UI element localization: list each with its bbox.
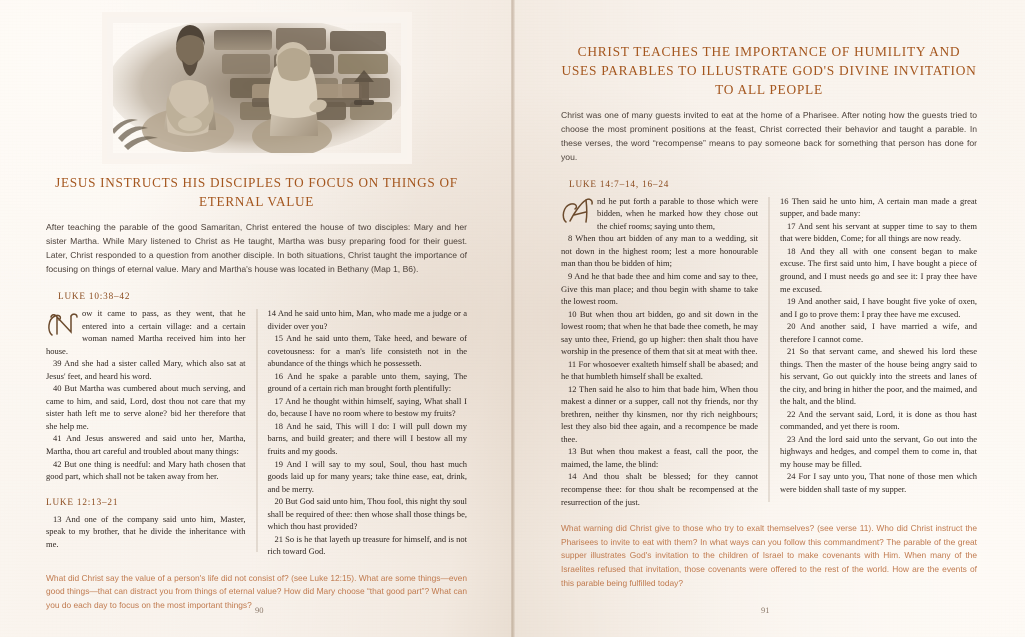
verse-text: 22 And the servant said, Lord, it is done as thou hast commanded, and yet there is room. — [780, 408, 977, 432]
drop-cap-a-icon — [561, 196, 595, 227]
verse-text: nd he put forth a parable to those which were bidden, when he marked how they chose out the chief rooms; saying unto them, — [597, 195, 758, 231]
verse-text: 12 Then said he also to him that bade him, When thou makest a dinner or a supper, call not thy friends, nor thy brethren, neither thy kinsmen, nor thy rich neighbours; lest they also bid thee again, and a recompence be made thee. — [561, 383, 758, 444]
verse-text: 11 For whosoever exalteth himself shall be abased; and he that humbleth himself shall be exalted. — [561, 358, 758, 382]
verse-text: 19 And I will say to my soul, Soul, thou hast much goods laid up for many years; take thine ease, eat, drink, and be merry. — [267, 458, 467, 494]
verse-text: ow it came to pass, as they went, that he entered into a certain village: and a certain woman named Martha received him into her house. — [46, 308, 246, 356]
page-number: 91 — [761, 605, 770, 615]
verse-text: 24 For I say unto you, That none of those men which were bidden shall taste of my supper. — [780, 471, 977, 494]
verse-text: 21 So that servant came, and shewed his lord these things. Then the master of the house being angry said to his servant, Go out quickly into the streets and lanes of the city, and bring in hither the poor, and the maimed, and the halt, and the blind. — [780, 346, 977, 407]
scripture-reference-1: LUKE 10:38–42 — [58, 291, 131, 302]
column-right — [268, 307, 468, 558]
verse-text: 14 And thou shalt be blessed; for they cannot recompense thee: for thou shalt be recompensed at the resurrection of the just. — [561, 471, 758, 507]
verse-text: 14 And he said unto him, Man, who made me a judge or a divider over you? — [267, 308, 467, 331]
verse-text: 18 And they all with one consent began to make excuse. The first said unto him, I have bought a piece of ground, and I must needs go and see it: I pray thee have me excused. — [780, 245, 977, 294]
verse-text: 20 But God said unto him, Thou fool, this night thy soul shall be required of thee: then whose shall those things be, which thou hast provided? — [267, 496, 467, 532]
page-title: CHRIST TEACHES THE IMPORTANCE OF HUMILITY AND USES PARABLES TO ILLUSTRATE GOD'S DIVINE INVITATION TO ALL PEOPLE — [561, 44, 977, 98]
column-left — [561, 195, 758, 508]
scripture-columns — [46, 307, 467, 558]
verse-text: 13 But when thou makest a feast, call the poor, the maimed, the lame, the blind: — [561, 446, 758, 469]
page-number: 90 — [255, 605, 264, 615]
page-title: JESUS INSTRUCTS HIS DISCIPLES TO FOCUS ON THINGS OF ETERNAL VALUE — [55, 175, 458, 209]
drop-cap-n-icon — [46, 308, 80, 339]
verse-text: 23 And the lord said unto the servant, Go out into the highways and hedges, and compel them to come in, that my house may be filled. — [780, 433, 977, 469]
dropcap-paragraph — [561, 195, 758, 233]
verse-text: 42 But one thing is needful: and Mary hath chosen that good part, which shall not be taken away from her. — [46, 458, 246, 482]
verse-text: 10 But when thou art bidden, go and sit down in the lowest room; that when he that bade thee cometh, he may say unto thee, Friend, go up higher: then shalt thou have worship in the presence of them that sit at meat with thee. — [561, 308, 758, 357]
verse-text: 9 And he that bade thee and him come and say to thee, Give this man place; and thou begin with shame to take the lowest room. — [561, 270, 758, 307]
verse-text: 17 And he thought within himself, saying, What shall I do, because I have no room where to bestow my fruits? — [267, 395, 467, 419]
verse-text: 17 And sent his servant at supper time to say to them that were bidden, Come; for all things are now ready. — [780, 220, 977, 244]
verse-text: 39 And she had a sister called Mary, which also sat at Jesus' feet, and heard his word. — [46, 358, 246, 381]
verse-text: 13 And one of the company said unto him, Master, speak to my brother, that he divide the inheritance with me. — [46, 513, 246, 549]
column-left — [46, 307, 246, 558]
verse-text: 19 And another said, I have bought five yoke of oxen, and I go to prove them: I pray thee have me excused. — [780, 296, 977, 319]
scripture-reference-1: LUKE 14:7–14, 16–24 — [569, 178, 670, 189]
reflection-question-block: What did Christ say the value of a person's life did not consist of? (see Luke 12:15). What are some things—even good things—that can distract you from things of eternal value? How did Mary choose “that good part”? What can you do each day to focus on the most important things? — [46, 572, 467, 610]
verse-text: 18 And he said, This will I do: I will pull down my barns, and build greater; and there will I bestow all my fruits and my goods. — [267, 420, 467, 456]
scripture-reference-2: LUKE 12:13–21 — [46, 496, 119, 507]
dropcap-paragraph — [46, 307, 246, 357]
verse-text: 8 When thou art bidden of any man to a wedding, sit not down in the highest room; lest a more honourable man than thou be bidden of him; — [561, 233, 758, 269]
reflection-question-block: What warning did Christ give to those who try to exalt themselves? (see verse 11). Who did Christ instruct the Pharisees to invite to eat with them? In what ways can you follow this commandment? The parable of the great supper illustrates God's invitation to the children of Israel to make covenants with Him. When many of the Israelites refused that invitation, those covenants were offered to the rest of the world. How are the events of this parable being fulfilled today? — [561, 523, 977, 588]
verse-text: 20 And another said, I have married a wife, and therefore I cannot come. — [780, 321, 977, 344]
intro-paragraph: After teaching the parable of the good Samaritan, Christ entered the house of two disciples: Mary and her sister Martha. While Mary listened to Christ as He taught, Martha was busy preparing food for their guest. Later, Christ responded to a question from another disciple. In both situations, Christ taught the importance of focusing on things of eternal value. Mary and Martha's house was located in Bethany (Map 1, B6). — [46, 222, 467, 275]
verse-text: 15 And he said unto them, Take heed, and beware of covetousness: for a man's life consisteth not in the abundance of the things which he possesseth. — [267, 333, 467, 369]
verse-text: 16 And he spake a parable unto them, saying, The ground of a certain rich man brought forth plentifully: — [267, 370, 467, 394]
jesus-seated-teaching-mary-illustration — [102, 12, 412, 164]
intro-paragraph: Christ was one of many guests invited to eat at the home of a Pharisee. After noting how the guests tried to choose the most prominent positions at the feast, Christ corrected their behavior and taught a parable. In these verses, the word “recompense” means to pay someone back for something that person has done for you. — [561, 110, 977, 162]
verse-text: 16 Then said he unto him, A certain man made a great supper, and bade many: — [780, 195, 977, 219]
verse-text: 41 And Jesus answered and said unto her, Martha, Martha, thou art careful and troubled about many things: — [46, 433, 246, 456]
scripture-columns — [561, 195, 977, 508]
illustration-jesus-and-mary — [102, 12, 412, 164]
verse-text: 40 But Martha was cumbered about much serving, and came to him, and said, Lord, dost thou not care that my sister hath left me to serve alone? bid her therefore that she help me. — [46, 383, 246, 431]
right-page — [513, 0, 1025, 637]
verse-text: 21 So is he that layeth up treasure for himself, and is not rich toward God. — [267, 533, 467, 557]
column-right — [780, 195, 977, 508]
